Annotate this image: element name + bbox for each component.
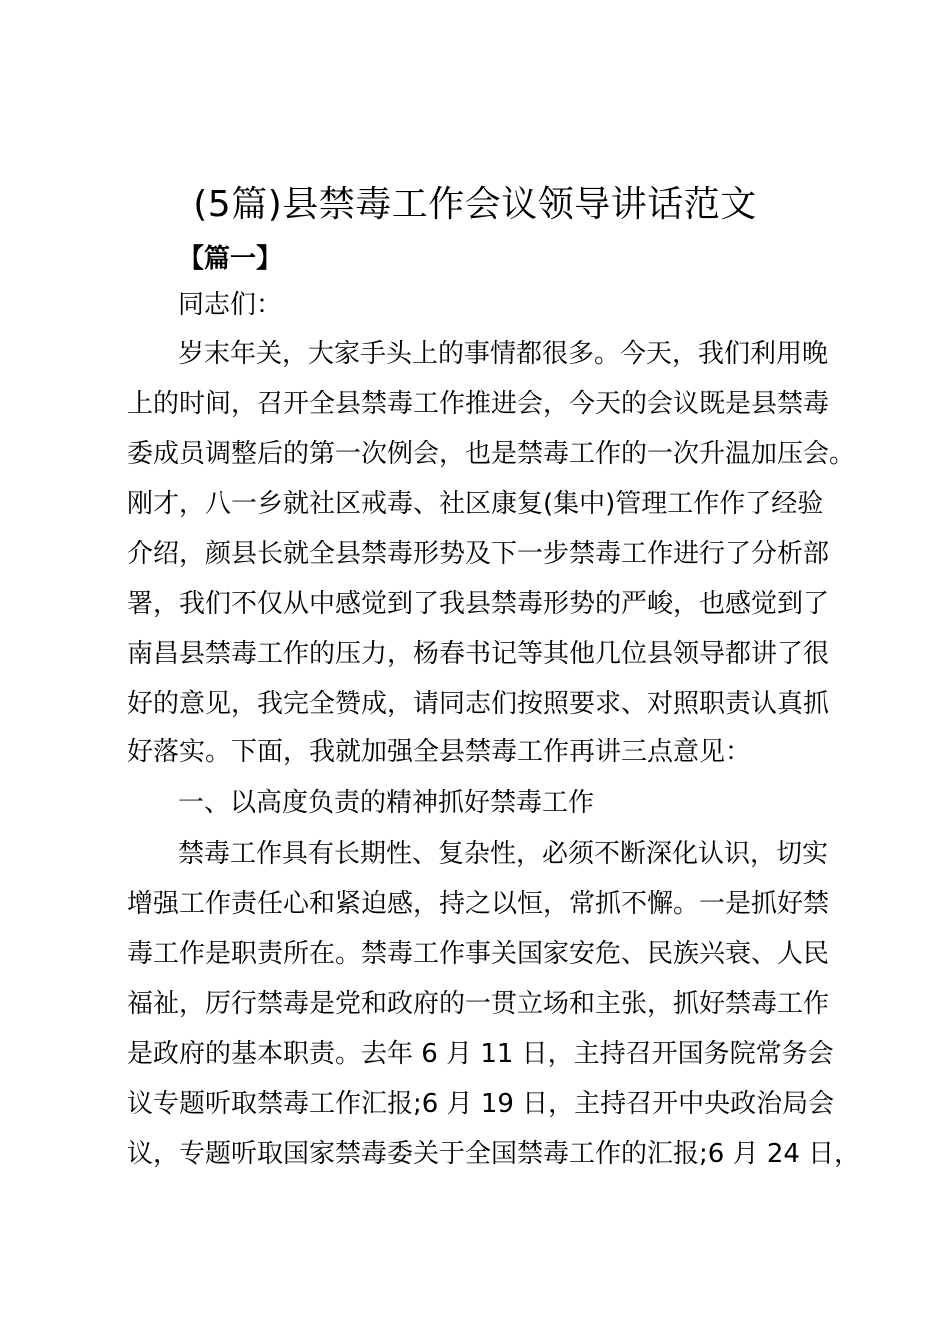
paragraph-line: 委成员调整后的第一次例会，也是禁毒工作的一次升温加压会。 <box>127 439 856 469</box>
paragraph-line: 署，我们不仅从中感觉到了我县禁毒形势的严峻，也感觉到了 <box>127 589 830 619</box>
document-title: (5篇)县禁毒工作会议领导讲话范文 <box>193 184 757 225</box>
paragraph-line: 增强工作责任心和紧迫感，持之以恒，常抓不懈。一是抓好禁 <box>127 889 830 919</box>
salutation: 同志们： <box>178 290 283 320</box>
paragraph-line: 福祉，厉行禁毒是党和政府的一贯立场和主张，抓好禁毒工作 <box>127 989 830 1019</box>
section-label: 【篇一】 <box>178 244 283 274</box>
paragraph-line: 好的意见，我完全赞成，请同志们按照要求、对照职责认真抓 <box>127 689 830 719</box>
paragraph-line: 介绍，颜县长就全县禁毒形势及下一步禁毒工作进行了分析部 <box>127 539 830 569</box>
paragraph-line: 议专题听取禁毒工作汇报;6 月 19 日，主持召开中央政治局会 <box>127 1089 835 1119</box>
paragraph-line: 禁毒工作具有长期性、复杂性，必须不断深化认识，切实 <box>178 839 829 869</box>
paragraph-line: 岁末年关，大家手头上的事情都很多。今天，我们利用晚 <box>178 339 829 369</box>
paragraph-line: 议，专题听取国家禁毒委关于全国禁毒工作的汇报;6 月 24 日， <box>127 1139 861 1169</box>
paragraph-line: 是政府的基本职责。去年 6 月 11 日，主持召开国务院常务会 <box>127 1039 834 1069</box>
paragraph-line: 南昌县禁毒工作的压力，杨春书记等其他几位县领导都讲了很 <box>127 639 830 669</box>
section-heading: 一、以高度负责的精神抓好禁毒工作 <box>178 788 595 818</box>
paragraph-line: 上的时间，召开全县禁毒工作推进会，今天的会议既是县禁毒 <box>127 389 830 419</box>
paragraph-line: 好落实。下面，我就加强全县禁毒工作再讲三点意见： <box>127 737 752 767</box>
paragraph-line: 毒工作是职责所在。禁毒工作事关国家安危、民族兴衰、人民 <box>127 939 830 969</box>
paragraph-line: 刚才，八一乡就社区戒毒、社区康复(集中)管理工作作了经验 <box>127 489 824 519</box>
